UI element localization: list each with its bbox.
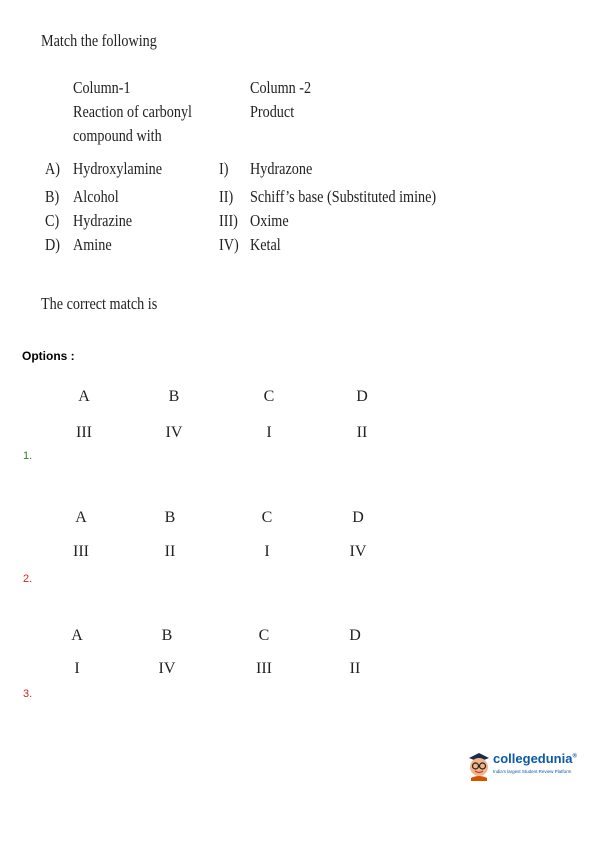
- logo-wordmark: collegedunia®: [493, 751, 577, 766]
- right-item-key: I): [219, 159, 229, 178]
- right-item-text: Schiff’s base (Substituted imine): [250, 187, 437, 206]
- logo-tagline: India's largest Student Review Platform: [493, 769, 572, 774]
- option-column-header: B: [161, 627, 173, 644]
- option-value: III: [73, 543, 89, 560]
- right-item-key: IV): [219, 235, 239, 254]
- column1-subheading: Reaction of carbonyl: [73, 102, 193, 121]
- right-item-text: Oxime: [250, 211, 289, 230]
- option-value: III: [76, 424, 92, 441]
- option-number: 2.: [23, 573, 33, 585]
- option-value: II: [164, 543, 176, 560]
- left-item-text: Alcohol: [73, 187, 119, 206]
- left-item-key: B): [45, 187, 60, 206]
- left-item-key: C): [45, 211, 60, 230]
- option-value: IV: [349, 543, 367, 560]
- option-column-header: A: [78, 388, 90, 405]
- column1-subheading-2: compound with: [73, 126, 162, 145]
- closing-line: The correct match is: [41, 294, 158, 313]
- option-value: I: [266, 424, 272, 441]
- option-column-header: C: [261, 509, 273, 526]
- option-value: II: [349, 660, 361, 677]
- left-item-text: Hydrazine: [73, 211, 133, 230]
- option-value: II: [356, 424, 368, 441]
- option-column-header: C: [263, 388, 275, 405]
- collegedunia-logo: [465, 745, 577, 785]
- right-item-text: Hydrazone: [250, 159, 313, 178]
- option-column-header: B: [164, 509, 176, 526]
- column2-heading: Column -2: [250, 78, 312, 97]
- option-value: I: [264, 543, 270, 560]
- option-column-header: D: [356, 388, 368, 405]
- left-item-key: D): [45, 235, 60, 254]
- option-value: IV: [158, 660, 176, 677]
- question-prompt: Match the following: [41, 31, 157, 50]
- left-item-text: Amine: [73, 235, 112, 254]
- option-value: IV: [165, 424, 183, 441]
- option-number: 3.: [23, 688, 33, 700]
- option-value: I: [74, 660, 80, 677]
- option-number: 1.: [23, 450, 33, 462]
- right-item-key: III): [219, 211, 238, 230]
- option-column-header: B: [168, 388, 180, 405]
- option-column-header: D: [352, 509, 364, 526]
- mascot-icon: [465, 749, 493, 781]
- option-column-header: A: [75, 509, 87, 526]
- left-item-key: A): [45, 159, 60, 178]
- option-column-header: C: [258, 627, 270, 644]
- column2-subheading: Product: [250, 102, 295, 121]
- right-item-key: II): [219, 187, 234, 206]
- option-column-header: A: [71, 627, 83, 644]
- left-item-text: Hydroxylamine: [73, 159, 163, 178]
- column1-heading: Column-1: [73, 78, 131, 97]
- option-column-header: D: [349, 627, 361, 644]
- right-item-text: Ketal: [250, 235, 281, 254]
- option-value: III: [256, 660, 272, 677]
- options-label: Options :: [22, 349, 75, 363]
